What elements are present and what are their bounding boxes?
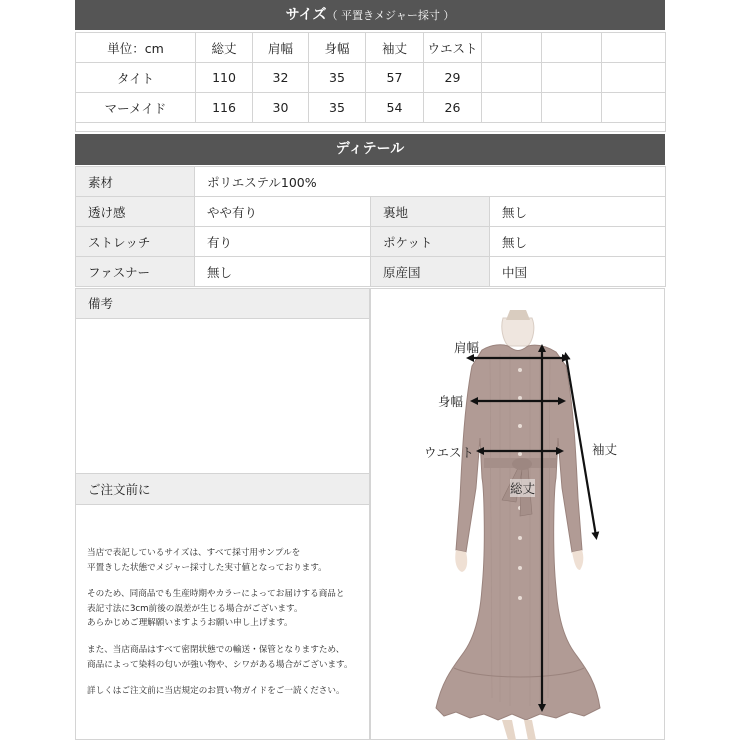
notes-line: 詳しくはご注文前に当店規定のお買い物ガイドをご一読ください。	[87, 686, 345, 697]
detail-table	[75, 166, 666, 287]
size-cell: タイト	[76, 63, 196, 93]
size-cell: 116	[196, 93, 253, 123]
notes-line: 表記寸法に3cm前後の誤差が生じる場合がございます。	[87, 603, 303, 614]
size-section-title: サイズ	[285, 7, 327, 23]
size-row-mermaid	[76, 93, 666, 123]
size-row-spacer	[76, 123, 666, 132]
detail-label: 裏地	[371, 197, 490, 227]
size-cell	[542, 93, 602, 123]
size-cell	[542, 63, 602, 93]
notes-paragraph	[87, 643, 359, 672]
size-cell: 35	[309, 63, 366, 93]
detail-section-title: ディテール	[335, 141, 405, 157]
size-header-cell	[602, 33, 666, 63]
detail-label: ファスナー	[76, 257, 195, 287]
size-header-cell: 袖丈	[366, 33, 424, 63]
shoulder-label: 肩幅	[454, 340, 480, 355]
notes-paragraph	[87, 546, 359, 575]
remarks-header	[75, 288, 370, 319]
size-header-cell: 総丈	[196, 33, 253, 63]
before-order-label: ご注文前に	[88, 482, 151, 497]
dress-illustration	[370, 288, 665, 740]
notes-line: 平置きした状態でメジャー採寸した実寸値となっております。	[87, 562, 327, 573]
sleeve-label: 袖丈	[592, 442, 618, 457]
size-cell	[602, 63, 666, 93]
detail-value: 無し	[490, 227, 666, 257]
size-header-cell: ウエスト	[424, 33, 482, 63]
detail-row	[76, 257, 666, 287]
size-cell: 30	[253, 93, 309, 123]
measurement-figure	[370, 288, 665, 740]
detail-value: やや有り	[195, 197, 371, 227]
length-label: 総丈	[510, 481, 536, 496]
detail-section-header	[75, 134, 665, 165]
detail-value: 無し	[195, 257, 371, 287]
size-cell: 32	[253, 63, 309, 93]
notes-paragraph	[87, 587, 359, 631]
notes-line: 当店で表記しているサイズは、すべて採寸用サンプルを	[87, 548, 301, 558]
detail-label: 透け感	[76, 197, 195, 227]
size-row-tight	[76, 63, 666, 93]
size-cell: 54	[366, 93, 424, 123]
size-table	[75, 32, 666, 132]
before-order-notes	[87, 546, 359, 711]
detail-label: 原産国	[371, 257, 490, 287]
notes-line: また、当店商品はすべて密閉状態での輸送・保管となりますため、	[87, 644, 345, 655]
notes-line: 商品によって染料の匂いが強い物や、シワがある場合がございます。	[87, 659, 353, 670]
remarks-label: 備考	[88, 296, 114, 311]
detail-row	[76, 197, 666, 227]
size-cell: 57	[366, 63, 424, 93]
size-header-cell	[482, 33, 542, 63]
size-header-cell: 肩幅	[253, 33, 309, 63]
detail-row-material	[76, 167, 666, 197]
detail-label: ポケット	[371, 227, 490, 257]
size-section-header	[75, 0, 665, 30]
size-section-subtitle: （ 平置きメジャー採寸 ）	[326, 9, 455, 22]
detail-row	[76, 227, 666, 257]
size-cell	[482, 93, 542, 123]
notes-line: そのため、同商品でも生産時期やカラーによってお届けする商品と	[87, 589, 345, 600]
detail-value: 無し	[490, 197, 666, 227]
size-cell: マーメイド	[76, 93, 196, 123]
detail-label: 素材	[76, 167, 195, 197]
notes-line: あらかじめご理解願いますようお願い申し上げます。	[87, 618, 293, 629]
detail-value: 有り	[195, 227, 371, 257]
detail-value: 中国	[490, 257, 666, 287]
size-cell: 26	[424, 93, 482, 123]
waist-label: ウエスト	[424, 445, 475, 460]
detail-value: ポリエステル100%	[195, 167, 666, 197]
size-table-header-row	[76, 33, 666, 63]
before-order-header	[75, 473, 370, 505]
size-header-cell: 身幅	[309, 33, 366, 63]
chest-label: 身幅	[438, 394, 464, 409]
size-header-cell	[542, 33, 602, 63]
notes-paragraph	[87, 684, 359, 699]
size-header-cell: 単位：cm	[76, 33, 196, 63]
size-spacer-cell	[76, 123, 666, 132]
detail-label: ストレッチ	[76, 227, 195, 257]
size-cell: 29	[424, 63, 482, 93]
size-cell	[602, 93, 666, 123]
mannequin-icon	[502, 310, 534, 346]
size-cell: 110	[196, 63, 253, 93]
size-cell: 35	[309, 93, 366, 123]
size-cell	[482, 63, 542, 93]
